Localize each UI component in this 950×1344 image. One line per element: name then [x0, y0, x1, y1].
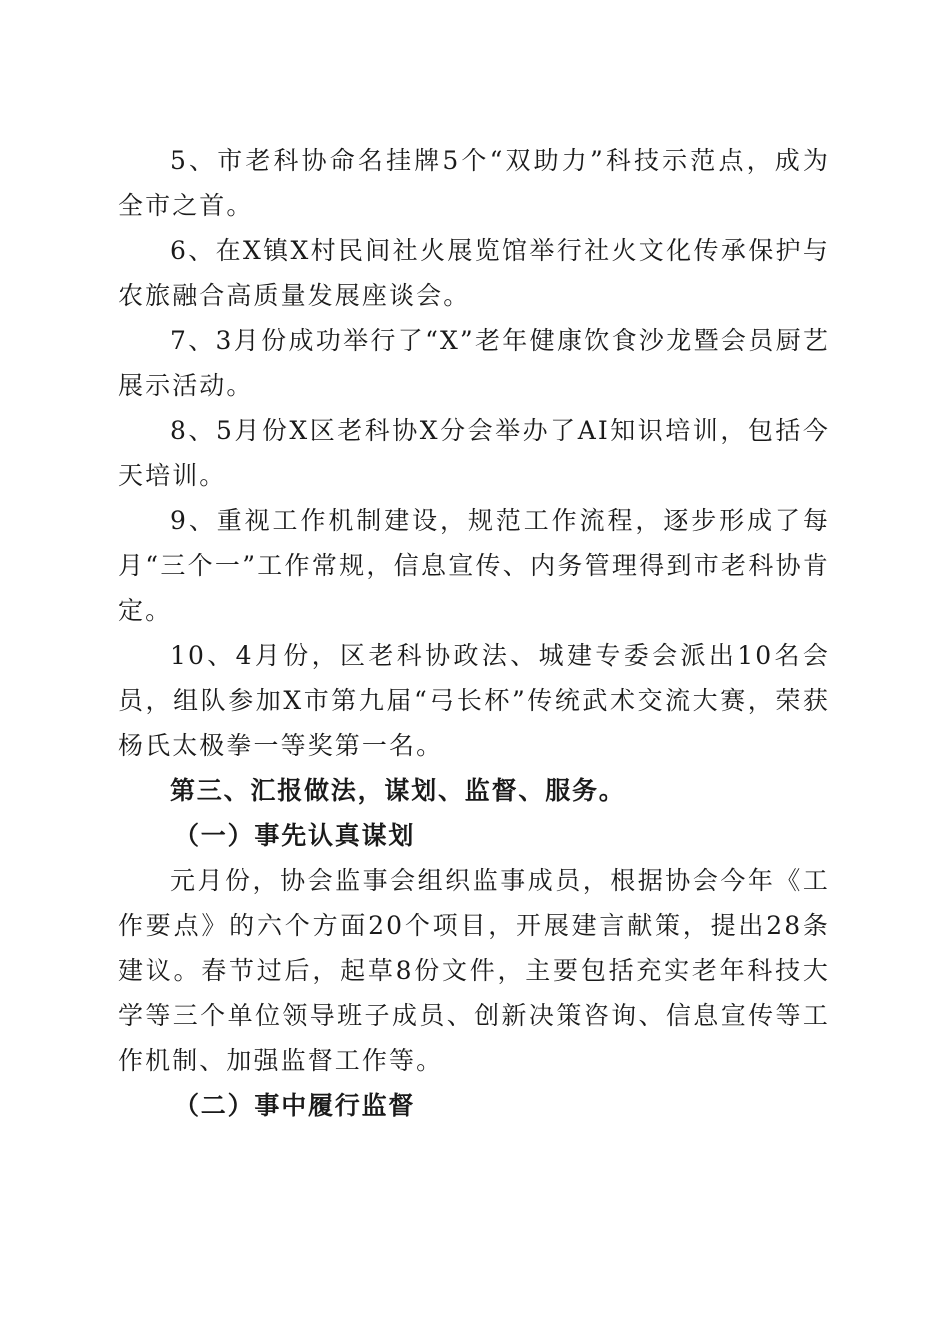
- item-5-paragraph: 5、市老科协命名挂牌5个“双助力”科技示范点，成为全市之首。: [118, 146, 830, 220]
- item-8-paragraph: 8、5月份X区老科协X分会举办了AI知识培训，包括今天培训。: [118, 416, 830, 490]
- subsection-heading-2: （二）事中履行监督: [174, 1091, 416, 1120]
- section-heading: 第三、汇报做法，谋划、监督、服务。: [170, 776, 626, 805]
- item-10-paragraph: 10、4月份，区老科协政法、城建专委会派出10名会员，组队参加X市第九届“弓长杯”传统武术交流大赛，荣获杨氏太极拳一等奖第一名。: [118, 641, 830, 760]
- subsection-heading-1: （一）事先认真谋划: [174, 821, 416, 850]
- item-6-paragraph: 6、在X镇X村民间社火展览馆举行社火文化传承保护与农旅融合高质量发展座谈会。: [118, 236, 830, 310]
- item-7-paragraph: 7、3月份成功举行了“X”老年健康饮食沙龙暨会员厨艺展示活动。: [118, 326, 830, 400]
- subsection-1-body: 元月份，协会监事会组织监事成员，根据协会今年《工作要点》的六个方面20个项目，开展建言献策，提出28条建议。春节过后，起草8份文件，主要包括充实老年科技大学等三个单位领导班子成员、创新决策咨询、信息宣传等工作机制、加强监督工作等。: [118, 866, 830, 1075]
- item-9-paragraph: 9、重视工作机制建设，规范工作流程，逐步形成了每月“三个一”工作常规，信息宣传、内务管理得到市老科协肯定。: [118, 506, 830, 625]
